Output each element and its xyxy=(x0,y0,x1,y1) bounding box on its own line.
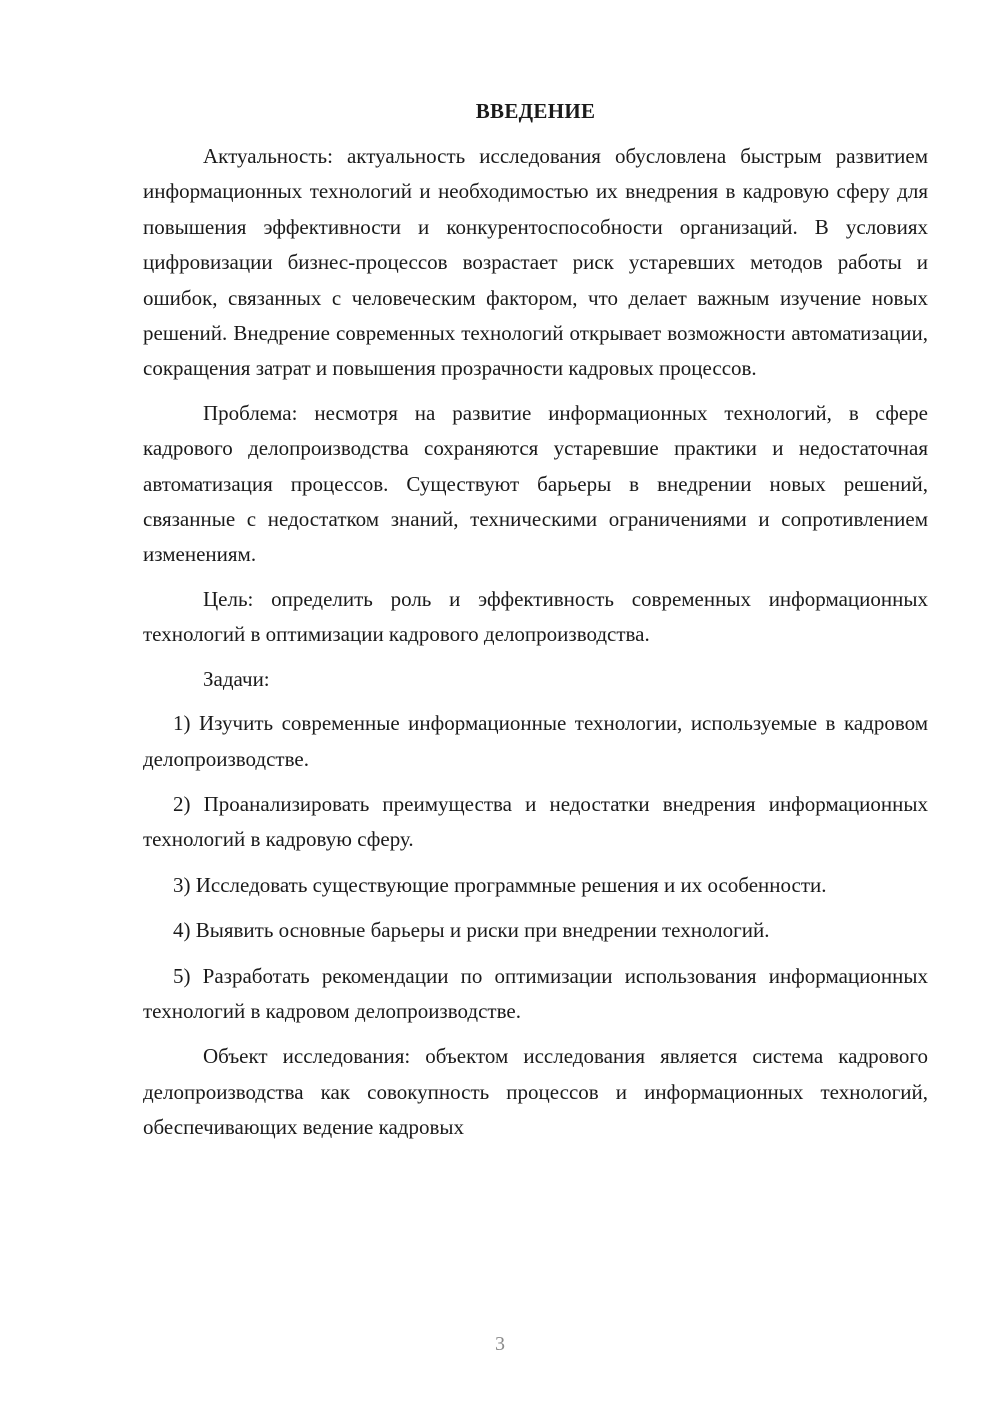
task-item-3: 3) Исследовать существующие программные решения и их особенности. xyxy=(173,872,827,897)
paragraph-problem: Проблема: несмотря на развитие информационных технологий, в сфере кадрового делопроизводства сохраняются устаревшие практики и недостаточная автоматизация процессов. Существуют барьеры в внедрении новых решений, связанные с недостатком знаний, техническими ограничениями и сопротивлением изменениям. xyxy=(143,400,928,567)
section-heading: ВВЕДЕНИЕ xyxy=(475,99,596,123)
task-item-4: 4) Выявить основные барьеры и риски при внедрении технологий. xyxy=(173,918,770,943)
page-number: 3 xyxy=(495,1333,505,1355)
paragraph-goal: Цель: определить роль и эффективность современных информационных технологий в оптимизации кадрового делопроизводства. xyxy=(143,586,928,647)
tasks-label: Задачи: xyxy=(203,666,270,691)
task-item-2: 2) Проанализировать преимущества и недостатки внедрения информационных технологий в кадровую сферу. xyxy=(143,791,928,852)
task-item-5: 5) Разработать рекомендации по оптимизации использования информационных технологий в кадровом делопроизводстве. xyxy=(143,963,928,1023)
task-item-1: 1) Изучить современные информационные технологии, используемые в кадровом делопроизводстве. xyxy=(143,711,928,771)
paragraph-object: Объект исследования: объектом исследования является система кадрового делопроизводства как совокупность процессов и информационных технологий, обеспечивающих ведение кадровых xyxy=(143,1044,928,1140)
page-body xyxy=(143,96,928,1146)
paragraph-relevance: Актуальность: актуальность исследования обусловлена быстрым развитием информационных технологий и необходимостью их внедрения в кадровую сферу для повышения эффективности и конкурентоспособности организаций. В условиях цифровизации бизнес-процессов возрастает риск устаревших методов работы и ошибок, связанных с человеческим фактором, что делает важным изучение новых решений. Внедрение современных технологий открывает возможности автоматизации, сокращения затрат и повышения прозрачности кадровых процессов. xyxy=(143,144,928,381)
